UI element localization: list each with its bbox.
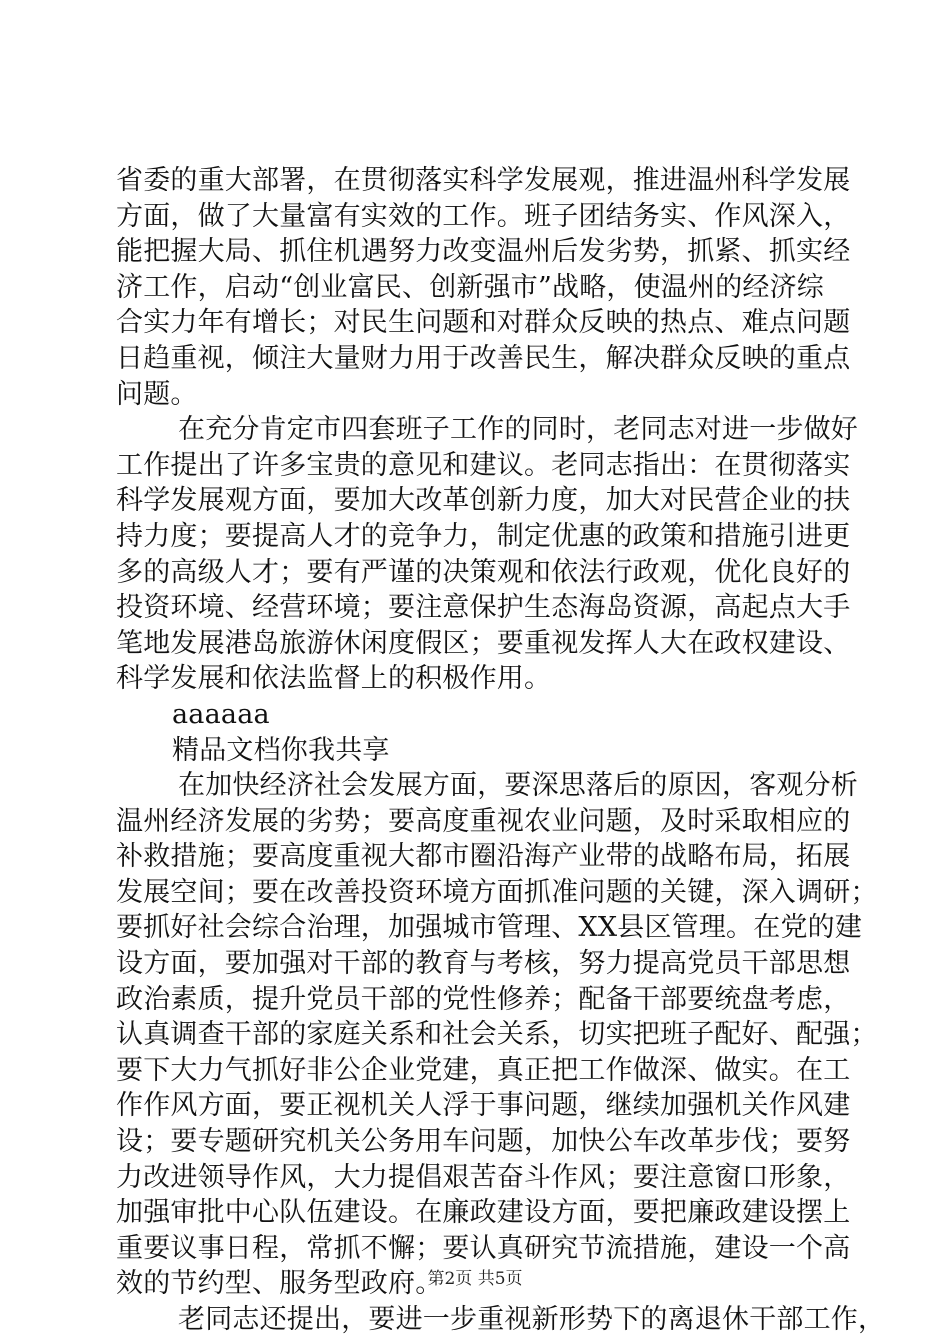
watermark-text: aaaaaa	[172, 698, 270, 730]
paragraph-first-line: 在加快经济社会发展方面，要深思落后的原因，客观分析	[178, 770, 858, 802]
document-body	[116, 163, 886, 1338]
text-line: 力改进领导作风，大力提倡艰苦奋斗作风；要注意窗口形象，	[116, 1161, 851, 1193]
page-number-footer: 第2页 共5页	[427, 1269, 523, 1289]
text-line: 设；要专题研究机关公务用车问题，加快公车改革步伐；要努	[116, 1126, 851, 1158]
text-line: 发展空间；要在改善投资环境方面抓准问题的关键，深入调研；	[116, 876, 878, 908]
text-line: 笔地发展港岛旅游休闲度假区；要重视发挥人大在政权建设、	[116, 627, 851, 659]
text-line: 设方面，要加强对干部的教育与考核，努力提高党员干部思想	[116, 948, 851, 980]
text-line: 科学发展和依法监督上的积极作用。	[116, 663, 552, 695]
text-line: 济工作，启动“创业富民、创新强市”战略，使温州的经济综	[116, 271, 825, 303]
text-line: 问题。	[116, 378, 198, 410]
text-line: 持力度；要提高人才的竞争力，制定优惠的政策和措施引进更	[116, 520, 851, 552]
paragraph-first-line: 老同志还提出，要进一步重视新形势下的离退休干部工作，	[178, 1304, 886, 1335]
text-line: 多的高级人才；要有严谨的决策观和依法行政观，优化良好的	[116, 556, 851, 588]
text-line: 加强审批中心队伍建设。在廉政建设方面，要把廉政建设摆上	[116, 1197, 851, 1229]
text-line: 工作提出了许多宝贵的意见和建议。老同志指出：在贯彻落实	[116, 449, 851, 481]
text-line: 科学发展观方面，要加大改革创新力度，加大对民营企业的扶	[116, 485, 851, 517]
text-line: 效的节约型、服务型政府。	[116, 1268, 443, 1300]
text-line: 要下大力气抓好非公企业党建，真正把工作做深、做实。在工	[116, 1054, 851, 1086]
text-line: 重要议事日程，常抓不懈；要认真研究节流措施，建设一个高	[116, 1232, 851, 1264]
text-line: 合实力年有增长；对民生问题和对群众反映的热点、难点问题	[116, 307, 851, 339]
text-line: 能把握大局、抓住机遇努力改变温州后发劣势，抓紧、抓实经	[116, 236, 851, 268]
text-line: 要抓好社会综合治理，加强城市管理、XX县区管理。在党的建	[116, 912, 863, 944]
text-line: 投资环境、经营环境；要注意保护生态海岛资源，高起点大手	[116, 592, 851, 624]
text-line: 日趋重视，倾注大量财力用于改善民生，解决群众反映的重点	[116, 342, 851, 374]
text-line: 省委的重大部署，在贯彻落实科学发展观，推进温州科学发展	[116, 165, 851, 196]
text-line: 方面，做了大量富有实效的工作。班子团结务实、作风深入，	[116, 200, 851, 232]
text-line: 温州经济发展的劣势；要高度重视农业问题，及时采取相应的	[116, 805, 851, 837]
text-line: 补救措施；要高度重视大都市圈沿海产业带的战略布局，拓展	[116, 841, 851, 873]
watermark-text: 精品文档你我共享	[172, 734, 390, 766]
text-line: 作作风方面，要正视机关人浮于事问题，继续加强机关作风建	[116, 1090, 851, 1122]
paragraph-first-line: 在充分肯定市四套班子工作的同时，老同志对进一步做好	[178, 414, 858, 446]
text-line: 政治素质，提升党员干部的党性修养；配备干部要统盘考虑，	[116, 983, 851, 1015]
text-line: 认真调查干部的家庭关系和社会关系，切实把班子配好、配强；	[116, 1019, 878, 1051]
